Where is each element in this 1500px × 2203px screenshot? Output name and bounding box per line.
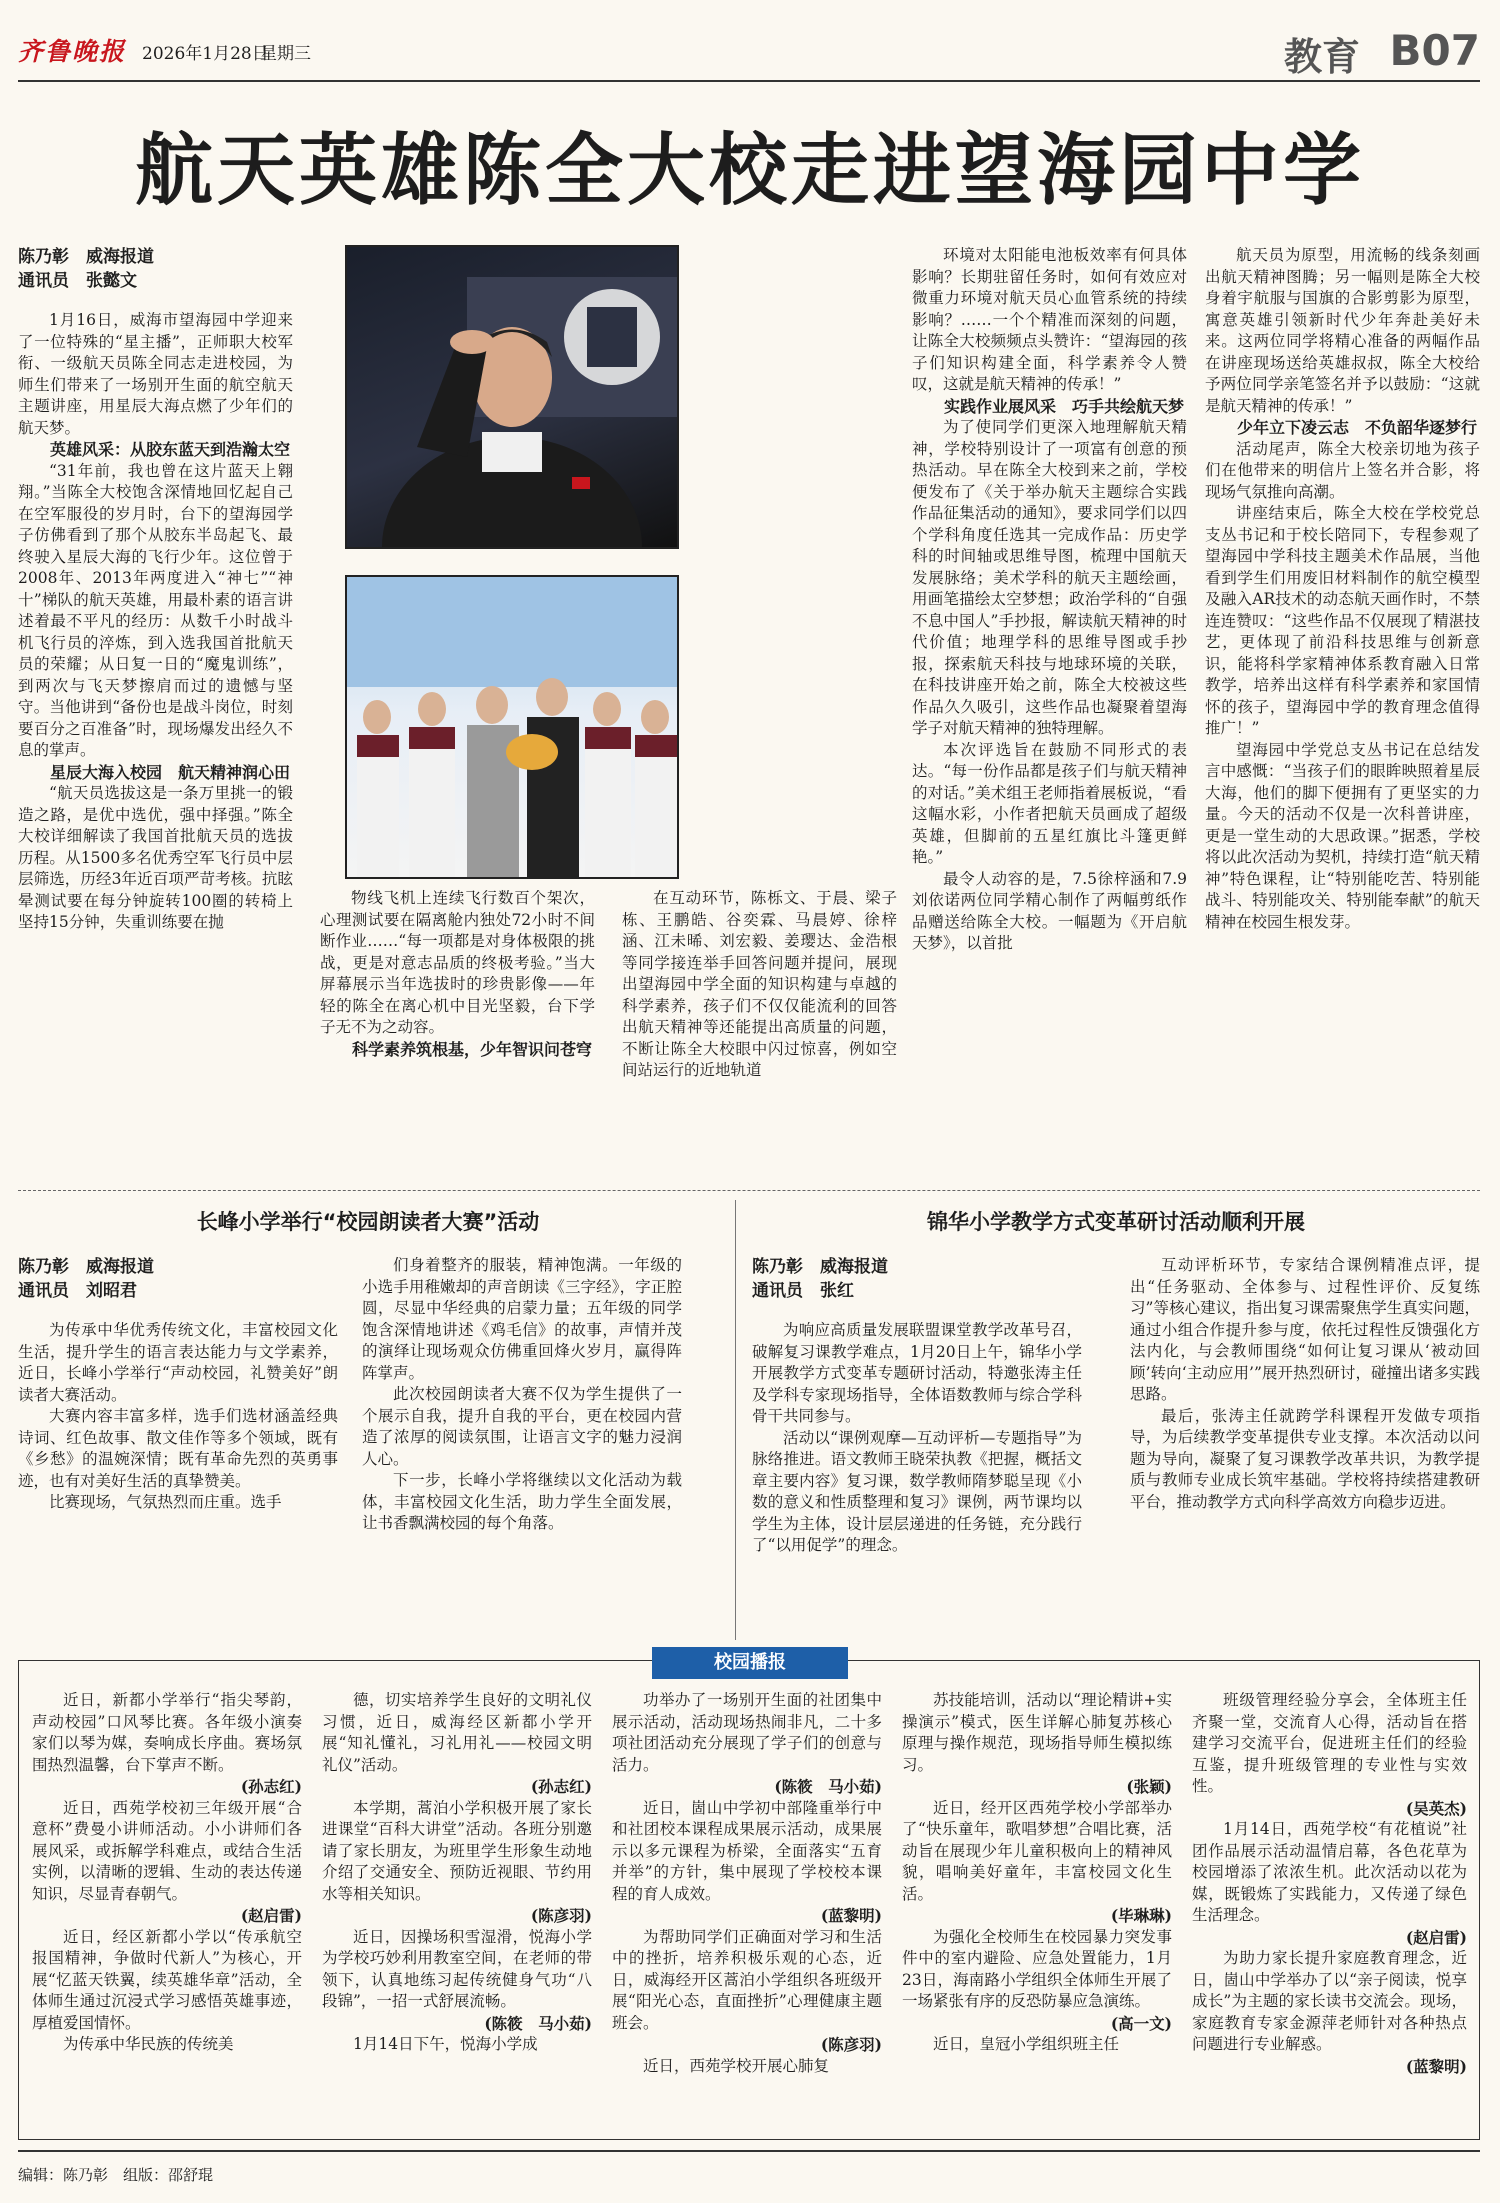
article2-title: 长峰小学举行“校园朗读者大赛”活动 [196, 1210, 540, 1234]
bulletin-item [902, 1798, 1172, 1927]
page-number: B07 [1389, 26, 1480, 75]
paragraph: 下一步，长峰小学将继续以文化活动为载体，丰富校园文化生活，助力学生全面发展，让书香飘满校园的每个角落。 [362, 1471, 682, 1532]
article2-byline [18, 1255, 318, 1303]
masthead [18, 26, 1480, 79]
bulletin-item-text: 为传承中华民族的传统美 [63, 2035, 234, 2053]
article-divider [735, 1200, 736, 1640]
bulletin-item-author: (蓝黎明) [1405, 2056, 1467, 2076]
paragraph: 物线飞机上连续飞行数百个架次，心理测试要在隔离舱内独处72小时不间断作业……“每一项都是对身体极限的挑战，更是对意志品质的终极考验。”当大屏幕展示当年选拔时的珍贵影像——年轻的陈全在离心机中目光坚毅，台下学子无不为之动容。 [320, 889, 595, 1036]
lead-column-5 [1205, 245, 1480, 1180]
paragraph: 比赛现场，气氛热烈而庄重。选手 [49, 1493, 282, 1511]
bulletin-column-3 [612, 1690, 882, 2130]
bulletin-item-text: 为助力家长提升家庭教育理念，近日，崮山中学举办了以“亲子阅读，悦享成长”为主题的家长读书交流会。现场，家庭教育专家金源萍老师针对各种热点问题进行专业解惑。 [1192, 1949, 1467, 2053]
paragraph: 活动以“课例观摩—互动评析—专题指导”为脉络推进。语文教师王晓荣执教《把握，概括文章主要内容》复习课，数学教师隋梦聪呈现《小数的意义和性质整理和复习》课例，两节课均以学生为主体，设计层层递进的任务链，充分践行了“以用促学”的理念。 [752, 1428, 1082, 1554]
bulletin-item [902, 1927, 1172, 2035]
bulletin-item [612, 1798, 882, 1927]
paragraph: 讲座结束后，陈全大校在学校党总支丛书记和于校长陪同下，专程参观了望海园中学科技主题美术作品展，当他看到学生们用废旧材料制作的航空模型及融入AR技术的动态航天画作时，不禁连连赞叹：“这些作品不仅展现了精湛技艺，更体现了前沿科技思维与创新意识，能将科学家精神体系教育融入日常教学，培养出这样有科学素养和家国情怀的孩子，望海园中学的教育理念值得推广！” [1205, 504, 1480, 737]
bulletin-item-author: (陈彦羽) [530, 1906, 592, 1925]
bulletin-item [612, 2056, 882, 2078]
article2-column-2 [362, 1255, 682, 1635]
paragraph: 互动评析环节，专家结合课例精准点评，提出“任务驱动、全体参与、过程性评价、反复练习”等核心建议，指出复习课需聚焦学生真实问题，通过小组合作提升参与度，依托过程性反馈强化方法内化，与会教师围绕“如何让复习课从‘被动回顾’转向‘主动应用’”展开热烈研讨，碰撞出诸多实践思路。 [1130, 1256, 1480, 1403]
bulletin-item-author: (吴英杰) [1405, 1798, 1467, 1818]
bulletin-item-text: 近日，崮山中学初中部隆重举行中和社团校本课程成果展示活动，成果展示以多元课程为桥梁，全面落实“五育并举”的方针，集中展现了学校校本课程的育人成效。 [612, 1798, 882, 1903]
bulletin-item-author: (陈彦羽) [820, 2035, 882, 2054]
bulletin-item-text: 近日，经区新都小学以“传承航空报国精神，争做时代新人”为核心，开展“忆蓝天铁翼，续英雄华章”活动，全体师生通过沉浸式学习感悟英雄事迹，厚植爱国情怀。 [32, 1927, 302, 2032]
bulletin-item [32, 2034, 302, 2056]
bulletin-item [1192, 1690, 1467, 1819]
bulletin-item-text: 为强化全校师生在校园暴力突发事件中的室内避险、应急处置能力，1月23日，海南路小学组织全体师生开展了一场紧张有序的反恐防暴应急演练。 [902, 1927, 1172, 2010]
article3-byline-correspondent: 通讯员 张红 [752, 1281, 854, 1301]
article3-byline [752, 1255, 1072, 1303]
bulletin-item-author: (赵启雷) [240, 1906, 302, 1925]
paragraph: 大赛内容丰富多样，选手们选材涵盖经典诗词、红色故事、散文佳作等多个领域，既有《乡愁》的温婉深情；既有革命先烈的英勇事迹，也有对美好生活的真挚赞美。 [18, 1407, 338, 1490]
paragraph: “航天员选拔这是一条万里挑一的锻造之路，是优中选优，强中择强。”陈全大校详细解读了我国首批航天员的选拔历程。从1500多名优秀空军飞行员中层层筛选，历经3年近百项严苛考核。抗眩晕测试要在每分钟旋转100圈的转椅上坚持15分钟，失重训练要在抛 [18, 784, 293, 931]
newspaper-logo: 齐鲁晚报 [18, 37, 127, 66]
photo-astronaut-salute-art [347, 247, 677, 547]
section-name: 教育 [1283, 35, 1360, 79]
paragraph: 在互动环节，陈栎文、于晨、梁子栋、王鹏皓、谷奕霖、马晨婷、徐梓涵、江未晞、刘宏毅、姜璎达、金浩根等同学接连举手回答问题并提问，展现出望海园中学全面的知识构建与卓越的科学素养，孩子们不仅仅能流利的回答出航天精神等还能提出高质量的问题，不断让陈全大校眼中闪过惊喜，例如空间站运行的近地轨道 [622, 889, 897, 1079]
lead-headline: 航天英雄陈全大校走进望海园中学 [134, 125, 1365, 216]
bulletin-column-5 [1192, 1690, 1467, 2130]
lead-subhead-3: 科学素养筑根基，少年智识问苍穹 [352, 1039, 593, 1059]
lead-byline [18, 245, 293, 293]
paragraph: 航天员为原型，用流畅的线条刻画出航天精神图腾；另一幅则是陈全大校身着宇航服与国旗的合影剪影为原型，寓意英雄引领新时代少年奔赴美好未来。这两位同学将精心准备的两幅作品在讲座现场送给英雄叔叔，陈全大校给予两位同学亲笔签名并予以鼓励：“这就是航天精神的传承！” [1205, 246, 1480, 415]
bulletin-item-author: (毕琳琳) [1110, 1906, 1172, 1925]
lead-subhead-5: 少年立下凌云志 不负韶华逐梦行 [1237, 418, 1478, 437]
bulletin-item [32, 1798, 302, 1927]
article2-column-1 [18, 1320, 338, 1635]
bulletin-item [612, 1927, 882, 2056]
article2-byline-reporter: 陈乃彰 威海报道 [18, 1257, 154, 1277]
section-divider [18, 1190, 1480, 1191]
lead-subhead-1: 英雄风采：从胶东蓝天到浩瀚太空 [50, 440, 291, 459]
bulletin-item [32, 1927, 302, 2035]
article3-column-2 [1130, 1255, 1480, 1635]
bulletin-item [32, 1690, 302, 1798]
article3-title: 锦华小学教学方式变革研讨活动顺利开展 [927, 1210, 1305, 1234]
paragraph: 为了使同学们更深入地理解航天精神，学校特别设计了一项富有创意的预热活动。早在陈全大校到来之前，学校便发布了《关于举办航天主题综合实践作品征集活动的通知》，要求同学们以四个学科角度任选其一完成作品：历史学科的时间轴或思维导图，梳理中国航天发展脉络；美术学科的航天主题绘画，用画笔描绘太空梦想；政治学科的“自强不息中国人”手抄报，解读航天精神的时代价值；地理学科的思维导图或手抄报，探索航天科技与地球环境的关联，在科技讲座开始之前，陈全大校被这些作品久久吸引，这些作品也凝聚着望海学子对航天精神的独特理解。 [912, 418, 1187, 737]
footer-rule [18, 2150, 1480, 2152]
bulletin-item [322, 2034, 592, 2056]
bulletin-item-author: (陈筱 马小茹) [484, 2013, 592, 2033]
bulletin-item-text: 近日，新都小学举行“指尖琴韵，声动校园”口风琴比赛。各年级小演奏家们以琴为媒，奏响成长序曲。赛场氛围热烈温馨，台下掌声不断。 [32, 1691, 302, 1774]
paragraph: 最令人动容的是，7.5徐梓涵和7.9刘依诺两位同学精心制作了两幅剪纸作品赠送给陈全大校。一幅题为《开启航天梦》，以首批 [912, 869, 1187, 952]
group-people [357, 678, 677, 877]
bulletin-item-author: (孙志红) [530, 1777, 592, 1796]
bulletin-item [322, 1927, 592, 2035]
photo-group [345, 575, 679, 879]
stage-screen [347, 577, 677, 687]
bulletin-column-4 [902, 1690, 1172, 2130]
bulletin-item-text: 德，切实培养学生良好的文明礼仪习惯，近日，威海经区新都小学开展“知礼懂礼，习礼用礼——校园文明礼仪”活动。 [322, 1691, 592, 1774]
bulletin-item [1192, 1819, 1467, 1948]
paragraph: 为传承中华优秀传统文化，丰富校园文化生活，提升学生的语言表达能力与文学素养，近日，长峰小学举行“声动校园，礼赞美好”朗读者大赛活动。 [18, 1321, 338, 1404]
bulletin-item-text: 1月14日下午，悦海小学成 [353, 2035, 538, 2053]
byline-reporter: 陈乃彰 威海报道 [18, 247, 154, 267]
bulletin-item-text: 班级管理经验分享会，全体班主任齐聚一堂，交流育人心得，活动旨在搭建学习交流平台，促进班主任们的经验互鉴，提升班级管理的专业性与实效性。 [1192, 1691, 1467, 1795]
astronaut-saluting-arm [417, 342, 487, 457]
lead-column-4 [912, 245, 1187, 1180]
bulletin-column-2 [322, 1690, 592, 2130]
paragraph: 1月16日，威海市望海园中学迎来了一位特殊的“星主播”，正师职大校军衔、一级航天员陈全同志走进校园，为师生们带来了一场别开生面的航空航天主题讲座，用星辰大海点燃了少年们的航天梦。 [18, 311, 293, 437]
bulletin-label: 校园播报 [652, 1647, 848, 1679]
bulletin-item [612, 1690, 882, 1798]
bulletin-item-text: 近日，皇冠小学组织班主任 [933, 2035, 1120, 2053]
bulletin-column-1 [32, 1690, 302, 2130]
masthead-rule [18, 80, 1480, 82]
bulletin-item-text: 1月14日，西苑学校“有花植说”社团作品展示活动温情启幕，各色花草为校园增添了浓浓生机。此次活动以花为媒，既锻炼了实践能力，又传递了绿色生活理念。 [1192, 1820, 1467, 1924]
bulletin-item-text: 功举办了一场别开生面的社团集中展示活动，活动现场热闹非凡，二十多项社团活动充分展现了学子们的创意与活力。 [612, 1691, 882, 1774]
paragraph: 环境对太阳能电池板效率有何具体影响？长期驻留任务时，如何有效应对微重力环境对航天员心血管系统的持续影响？……一个个精准而深刻的问题，让陈全大校频频点头赞许：“望海园的孩子们知识构建全面，科学素养令人赞叹，这就是航天精神的传承！” [912, 246, 1187, 393]
bulletin-item-text: 苏技能培训，活动以“理论精讲+实操演示”模式，医生详解心肺复苏核心原理与操作规范，现场指导师生模拟练习。 [902, 1691, 1172, 1774]
lead-column-1 [18, 310, 293, 1180]
bulletin-item [322, 1690, 592, 1798]
bulletin-item-author: (陈筱 马小茹) [774, 1777, 882, 1796]
bulletin-item-text: 近日，西苑学校开展心肺复 [643, 2056, 830, 2075]
bulletin-item-author: (赵启雷) [1405, 1927, 1467, 1947]
paragraph: 最后，张涛主任就跨学科课程开发做专项指导，为后续教学变革提供专业支撑。本次活动以问题为导向，凝聚了复习课教学改革共识，为教学提质与教师专业成长筑牢基础。学校将持续搭建教研平台，推动教学方式向科学高效方向稳步迈进。 [1130, 1406, 1480, 1511]
bulletin-item-author: (高一文) [1110, 2013, 1172, 2033]
paragraph: 为响应高质量发展联盟课堂教学改革号召，破解复习课教学难点，1月20日上午，锦华小学开展教学方式变革专题研讨活动，特邀张涛主任及学科专家现场指导，全体语数教师与综合学科骨干共同参与。 [752, 1321, 1082, 1425]
issue-date: 2026年1月28日 [142, 44, 269, 64]
paragraph: 此次校园朗读者大赛不仅为学生提供了一个展示自我，提升自我的平台，更在校园内营造了浓厚的阅读氛围，让语言文字的魅力浸润人心。 [362, 1385, 682, 1468]
bulletin-item-text: 近日，西苑学校初三年级开展“合意杯”费曼小讲师活动。小小讲师们各展风采，或拆解学科难点，或结合生活实例，以清晰的逻辑、生动的表达传递知识，尽显青春朝气。 [32, 1798, 302, 1903]
article2-byline-correspondent: 通讯员 刘昭君 [18, 1281, 137, 1301]
bulletin-item-author: (蓝黎明) [820, 1906, 882, 1925]
paragraph: “31年前，我也曾在这片蓝天上翱翔。”当陈全大校饱含深情地回忆起自己在空军服役的岁月时，台下的望海园学子仿佛看到了那个从胶东半岛起飞、最终驶入星辰大海的飞行少年。这位曾于2008年、2013年两度进入“神七”“神十”梯队的航天英雄，用最朴素的语言讲述着最不平凡的经历：从数千小时战斗机飞行员的淬炼，到入选我国首批航天员的荣耀；从日复一日的“魔鬼训练”，到两次与飞天梦擦肩而过的遗憾与坚守。当他讲到“备份也是战斗岗位，时刻要百分之百准备”时，现场爆发出经久不息的掌声。 [18, 461, 293, 759]
backdrop-glyph-cut [587, 307, 637, 367]
byline-correspondent: 通讯员 张懿文 [18, 271, 137, 291]
paragraph: 望海园中学党总支丛书记在总结发言中感慨：“当孩子们的眼眸映照着星辰大海，他们的脚下便拥有了更坚实的力量。今天的活动不仅是一次科普讲座，更是一堂生动的大思政课。”据悉，学校将以此次活动为契机，持续打造“航天精神”特色课程，让“特别能吃苦、特别能战斗、特别能攻关、特别能奉献”的航天精神在校园生根发芽。 [1205, 740, 1480, 931]
paragraph: 们身着整齐的服装，精神饱满。一年级的小选手用稚嫩却的声音朗读《三字经》，字正腔圆，尽显中华经典的启蒙力量；五年级的同学饱含深情地讲述《鸡毛信》的故事，声情并茂的演绎让现场观众仿佛重回烽火岁月，赢得阵阵掌声。 [362, 1256, 682, 1382]
footer-credits: 编辑：陈乃彰 组版：邵舒琨 [18, 2166, 214, 2184]
bulletin-item-author: (张颖) [1126, 1777, 1172, 1796]
bulletin-item-author: (孙志红) [240, 1777, 302, 1796]
flower-bouquet [506, 734, 558, 770]
bulletin-item [1192, 1948, 1467, 2077]
paragraph: 本次评选旨在鼓励不同形式的表达。“每一份作品都是孩子们与航天精神的对话。”美术组王老师指着展板说，“看这幅水彩，小作者把航天员画成了超级英雄，但脚前的五星红旗比斗篷更鲜艳。” [912, 740, 1187, 866]
flag-patch [572, 477, 590, 489]
bulletin-item [322, 1798, 592, 1927]
bulletin-item [902, 1690, 1172, 1798]
issue-weekday: 星期三 [260, 44, 311, 64]
bulletin-item-text: 本学期，蒿泊小学积极开展了家长进课堂“百科大讲堂”活动。各班分别邀请了家长朋友，为班里学生形象生动地介绍了交通安全、预防近视眼、节约用水等相关知识。 [322, 1798, 592, 1903]
astronaut-hand [450, 330, 494, 354]
astronaut-collar [482, 432, 542, 472]
article3-byline-reporter: 陈乃彰 威海报道 [752, 1257, 888, 1277]
paragraph: 活动尾声，陈全大校亲切地为孩子们在他带来的明信片上签名并合影，将现场气氛推向高潮。 [1205, 439, 1480, 501]
bulletin-item-text: 近日，因操场积雪湿滑，悦海小学为学校巧妙利用教室空间，在老师的带领下，认真地练习起传统健身气功“八段锦”，一招一式舒展流畅。 [322, 1927, 592, 2010]
photo-astronaut-salute [345, 245, 679, 549]
bulletin-item-text: 近日，经开区西苑学校小学部举办了“快乐童年，歌唱梦想”合唱比赛，活动旨在展现少年儿童积极向上的精神风貌，唱响美好童年，丰富校园文化生活。 [902, 1798, 1172, 1903]
bulletin-item-text: 为帮助同学们正确面对学习和生活中的挫折，培养积极乐观的心态，近日，威海经开区蒿泊小学组织各班级开展“阳光心态，直面挫折”心理健康主题班会。 [612, 1927, 882, 2032]
lead-subhead-2: 星辰大海入校园 航天精神润心田 [50, 762, 291, 782]
bulletin-item [902, 2034, 1172, 2056]
article3-column-1 [752, 1320, 1082, 1635]
lead-column-3 [622, 888, 897, 1180]
lead-column-2 [320, 888, 595, 1180]
photo-group-art [347, 577, 677, 877]
lead-subhead-4: 实践作业展风采 巧手共绘航天梦 [944, 396, 1185, 416]
